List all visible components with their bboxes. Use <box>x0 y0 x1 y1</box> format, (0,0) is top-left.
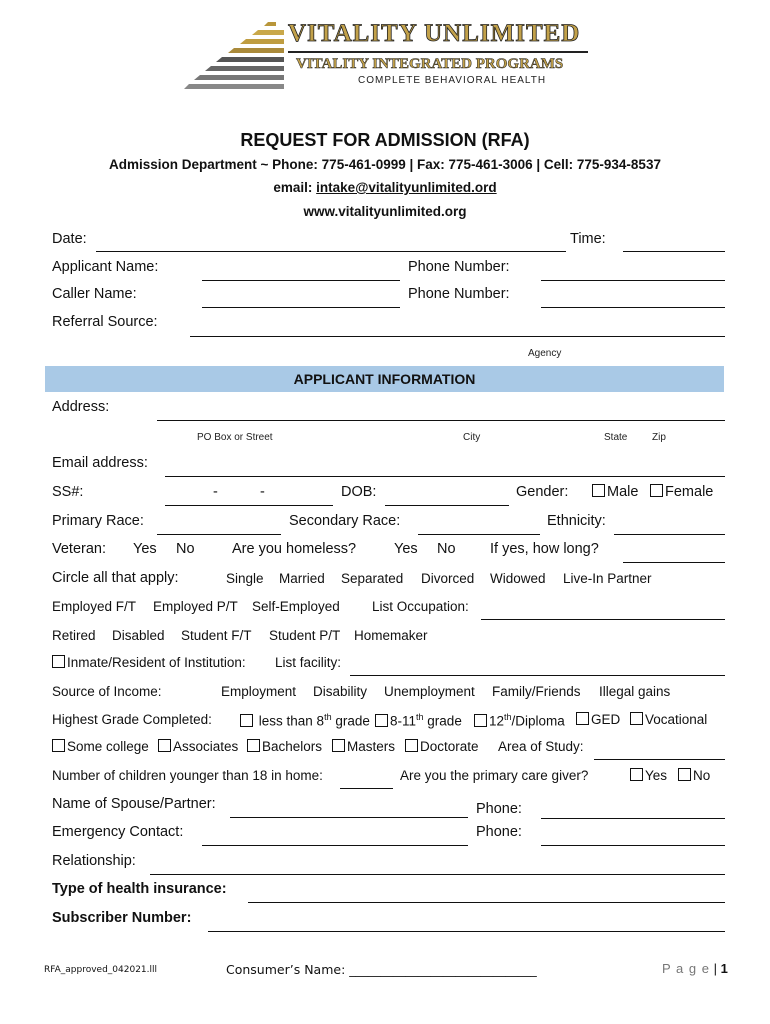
marital-separated[interactable]: Separated <box>341 571 404 586</box>
income-unemployment[interactable]: Unemployment <box>384 684 475 699</box>
ss-dash-1: - <box>213 484 218 500</box>
grade-less-8-sup: th <box>324 712 332 722</box>
primary-race-field[interactable] <box>157 534 281 535</box>
gender-male-option[interactable] <box>592 484 638 500</box>
state-caption: State <box>604 432 628 443</box>
vocational-checkbox[interactable] <box>630 712 643 725</box>
employed-ft[interactable]: Employed F/T <box>52 599 137 614</box>
grade-8-11-checkbox[interactable] <box>375 714 388 727</box>
edu-bachelors[interactable] <box>247 739 322 754</box>
veteran-yes[interactable]: Yes <box>133 541 157 557</box>
emergency-phone-label: Phone: <box>476 824 522 840</box>
ged-checkbox[interactable] <box>576 712 589 725</box>
grade-12-suffix: /Diploma <box>511 713 565 729</box>
veteran-no[interactable]: No <box>176 541 195 557</box>
grade-8-11-suffix: grade <box>423 713 462 729</box>
secondary-race-field[interactable] <box>418 534 540 535</box>
disabled-option[interactable]: Disabled <box>112 628 165 643</box>
subscriber-field[interactable] <box>208 931 725 932</box>
email-label: email: <box>273 180 313 195</box>
associates-checkbox[interactable] <box>158 739 171 752</box>
po-box-caption: PO Box or Street <box>197 432 273 443</box>
edu-associates[interactable] <box>158 739 238 754</box>
student-pt-option[interactable]: Student P/T <box>269 628 341 643</box>
ss-field[interactable] <box>165 505 333 506</box>
logo <box>184 18 594 98</box>
homeless-question: Are you homeless? <box>232 541 357 557</box>
marital-single[interactable]: Single <box>226 571 264 586</box>
page-word: P a g e <box>662 961 710 976</box>
caregiver-yes[interactable] <box>630 768 667 783</box>
some-college-label: Some college <box>67 739 149 754</box>
zip-caption: Zip <box>652 432 666 443</box>
ss-dash-2: - <box>260 484 265 500</box>
circle-all-label: Circle all that apply: <box>52 570 179 586</box>
income-employment[interactable]: Employment <box>221 684 297 699</box>
page-num: 1 <box>720 961 728 976</box>
email-address-label: Email address: <box>52 455 148 471</box>
date-field[interactable] <box>96 251 566 252</box>
brand-divider <box>288 51 588 53</box>
caregiver-yes-label: Yes <box>645 768 668 783</box>
address-field[interactable] <box>157 420 725 421</box>
grade-12-text: 12 <box>489 713 505 729</box>
employed-pt[interactable]: Employed P/T <box>153 599 238 614</box>
some-college-checkbox[interactable] <box>52 739 65 752</box>
date-label: Date: <box>52 231 87 247</box>
ethnicity-field[interactable] <box>614 534 725 535</box>
veteran-label: Veteran: <box>52 541 107 557</box>
marital-livein[interactable]: Live-In Partner <box>563 571 652 586</box>
grade-less-8-suffix: grade <box>331 713 370 729</box>
emergency-contact-label: Emergency Contact: <box>52 824 184 840</box>
insurance-field[interactable] <box>248 902 725 903</box>
applicant-name-field[interactable] <box>202 280 400 281</box>
facility-field[interactable] <box>350 675 725 676</box>
homeless-no[interactable]: No <box>437 541 456 557</box>
vocational-label: Vocational <box>645 712 708 727</box>
inmate-label: Inmate/Resident of Institution: <box>67 655 246 670</box>
occupation-label: List Occupation: <box>372 599 469 614</box>
spouse-phone-label: Phone: <box>476 801 522 817</box>
children-field[interactable] <box>340 788 393 789</box>
marital-widowed[interactable]: Widowed <box>490 571 546 586</box>
contact-line: Admission Department ~ Phone: 775-461-0999 | Fax: 775-461-3006 | Cell: 775-934-8537 <box>109 157 661 172</box>
time-label: Time: <box>570 231 606 247</box>
spouse-label: Name of Spouse/Partner: <box>52 796 216 812</box>
email-line <box>0 180 770 195</box>
address-label: Address: <box>52 399 110 415</box>
agency-caption: Agency <box>528 348 562 359</box>
referral-source-field[interactable] <box>190 336 725 337</box>
email-link[interactable]: intake@vitalityunlimited.ord <box>316 180 497 195</box>
caregiver-question: Are you the primary care giver? <box>400 768 589 783</box>
phone-number-label-1: Phone Number: <box>408 259 510 275</box>
brand-tagline: COMPLETE BEHAVIORAL HEALTH <box>358 75 547 86</box>
marital-married[interactable]: Married <box>279 571 325 586</box>
self-employed[interactable]: Self-Employed <box>252 599 340 614</box>
email-address-field[interactable] <box>165 476 725 477</box>
area-study-field[interactable] <box>594 759 725 760</box>
income-disability[interactable]: Disability <box>313 684 368 699</box>
caller-name-field[interactable] <box>202 307 400 308</box>
brand-subtitle: VITALITY INTEGRATED PROGRAMS <box>296 56 564 72</box>
student-ft-option[interactable]: Student F/T <box>181 628 252 643</box>
facility-label: List facility: <box>275 655 342 670</box>
emergency-contact-field[interactable] <box>202 845 468 846</box>
income-family[interactable]: Family/Friends <box>492 684 581 699</box>
caregiver-no[interactable] <box>678 768 710 783</box>
masters-checkbox[interactable] <box>332 739 345 752</box>
page-separator: | <box>713 961 717 976</box>
income-label: Source of Income: <box>52 684 162 699</box>
bachelors-label: Bachelors <box>262 739 323 754</box>
grade-8-11-sup: th <box>416 712 424 722</box>
how-long-label: If yes, how long? <box>490 541 599 557</box>
grade-less-8-text: less than 8 <box>258 713 325 729</box>
consumer-name: Consumer’s Name: ______________________________ <box>226 962 537 977</box>
inmate-option[interactable] <box>52 655 246 670</box>
ethnicity-label: Ethnicity: <box>547 513 606 529</box>
edu-doctorate[interactable] <box>405 739 479 754</box>
children-label: Number of children younger than 18 in home: <box>52 768 323 783</box>
retired-option[interactable]: Retired <box>52 628 96 643</box>
applicant-name-label: Applicant Name: <box>52 259 159 275</box>
page-number <box>662 961 728 976</box>
occupation-field[interactable] <box>481 619 725 620</box>
grade-8-11-text: 8-11 <box>390 713 417 729</box>
gender-female-option[interactable] <box>650 484 713 500</box>
marital-divorced[interactable]: Divorced <box>421 571 475 586</box>
grade-less-8[interactable] <box>240 712 370 729</box>
doctorate-checkbox[interactable] <box>405 739 418 752</box>
grade-label: Highest Grade Completed: <box>52 712 212 727</box>
section-title: APPLICANT INFORMATION <box>293 371 476 387</box>
associates-label: Associates <box>173 739 239 754</box>
dob-field[interactable] <box>385 505 509 506</box>
city-caption: City <box>463 432 481 443</box>
grade-ged[interactable] <box>576 712 620 727</box>
primary-race-label: Primary Race: <box>52 513 144 529</box>
gender-label: Gender: <box>516 484 569 500</box>
form-code: RFA_approved_042021.lll <box>44 965 158 975</box>
caregiver-no-checkbox[interactable] <box>678 768 691 781</box>
female-checkbox[interactable] <box>650 484 663 497</box>
grade-12-diploma[interactable] <box>474 712 565 729</box>
phone-number-field-2[interactable] <box>541 307 725 308</box>
relationship-label: Relationship: <box>52 853 136 869</box>
masters-label: Masters <box>347 739 396 754</box>
homemaker-option[interactable]: Homemaker <box>354 628 428 643</box>
emergency-phone-field[interactable] <box>541 845 725 846</box>
phone-number-field-1[interactable] <box>541 280 725 281</box>
relationship-field[interactable] <box>150 874 725 875</box>
income-illegal[interactable]: Illegal gains <box>599 684 671 699</box>
area-study-label: Area of Study: <box>498 739 584 754</box>
bachelors-checkbox[interactable] <box>247 739 260 752</box>
male-label: Male <box>607 484 639 500</box>
female-label: Female <box>665 484 714 500</box>
spouse-phone-field[interactable] <box>541 818 725 819</box>
website[interactable]: www.vitalityunlimited.org <box>303 204 467 219</box>
ss-label: SS#: <box>52 484 84 500</box>
male-checkbox[interactable] <box>592 484 605 497</box>
grade-less-8-checkbox[interactable] <box>240 714 253 727</box>
dob-label: DOB: <box>341 484 377 500</box>
grade-12-checkbox[interactable] <box>474 714 487 727</box>
time-field[interactable] <box>623 251 725 252</box>
phone-number-label-2: Phone Number: <box>408 286 510 302</box>
grade-vocational[interactable] <box>630 712 707 727</box>
caregiver-no-label: No <box>693 768 711 783</box>
brand-title: VITALITY UNLIMITED <box>288 20 581 47</box>
spouse-field[interactable] <box>230 817 468 818</box>
edu-some-college[interactable] <box>52 739 149 754</box>
edu-masters[interactable] <box>332 739 395 754</box>
referral-source-label: Referral Source: <box>52 314 158 330</box>
subscriber-label: Subscriber Number: <box>52 910 192 926</box>
page-title: REQUEST FOR ADMISSION (RFA) <box>240 130 530 150</box>
caregiver-yes-checkbox[interactable] <box>630 768 643 781</box>
secondary-race-label: Secondary Race: <box>289 513 401 529</box>
doctorate-label: Doctorate <box>420 739 479 754</box>
caller-name-label: Caller Name: <box>52 286 137 302</box>
section-header <box>45 366 724 392</box>
how-long-field[interactable] <box>623 562 725 563</box>
ged-label: GED <box>591 712 621 727</box>
insurance-label: Type of health insurance: <box>52 881 227 897</box>
grade-12-sup: th <box>504 712 512 722</box>
homeless-yes[interactable]: Yes <box>394 541 418 557</box>
inmate-checkbox[interactable] <box>52 655 65 668</box>
grade-8-11[interactable] <box>375 712 462 729</box>
